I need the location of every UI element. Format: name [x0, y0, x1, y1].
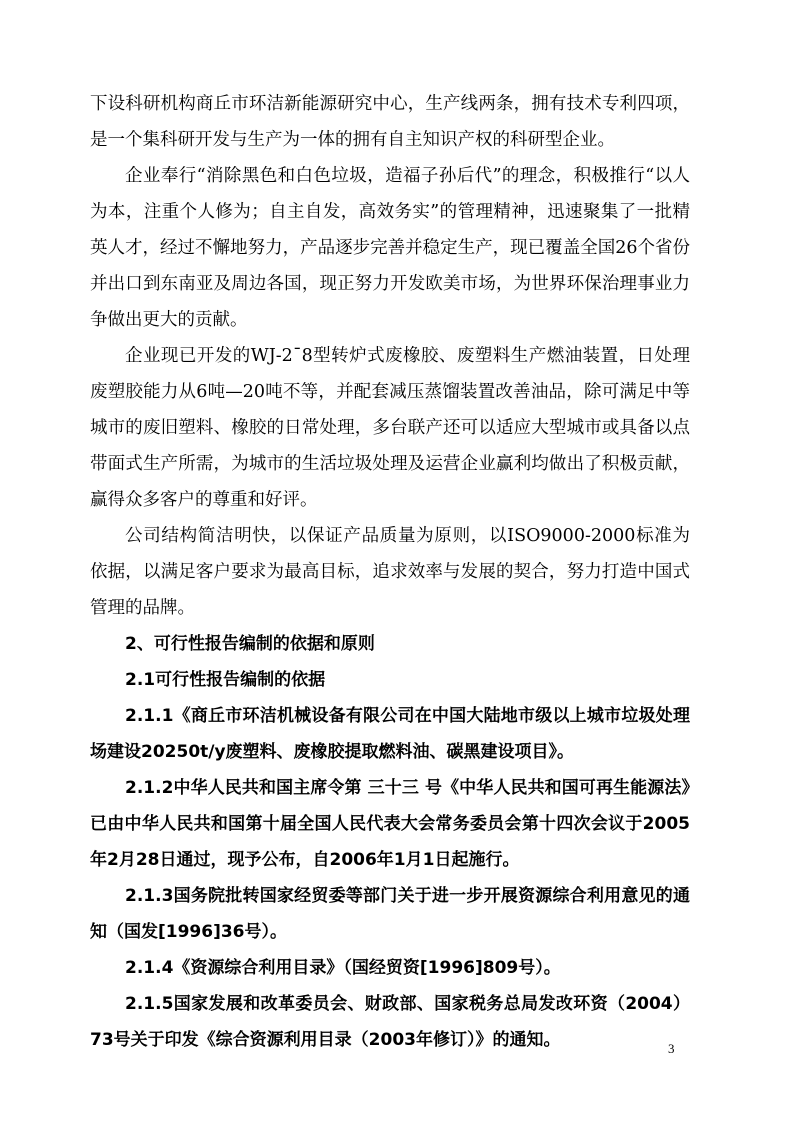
body-text [90, 86, 690, 1058]
item-2-1-3: 2.1.3国务院批转国家经贸委等部门关于进一步开展资源综合利用意见的通知（国发[1996]36号）。 [90, 886, 690, 942]
paragraph-philosophy: 企业奉行“消除黑色和白色垃圾，造福子孙后代”的理念，积极推行“以人为本，注重个人修为；自主自发，高效务实”的管理精神，迅速聚集了一批精英人才，经过不懈地努力，产品逐步完善并稳定生产，现已覆盖全国26个省份并出口到东南亚及周边各国，现正努力开发欧美市场，为世界环保治理事业力争做出更大的贡献。 [90, 166, 690, 330]
item-2-1-5: 2.1.5国家发展和改革委员会、财政部、国家税务总局发改环资（2004）73号关于印发《综合资源利用目录（2003年修订）》的通知。 [90, 994, 690, 1050]
paragraph-company-intro: 下设科研机构商丘市环洁新能源研究中心，生产线两条，拥有技术专利四项，是一个集科研开发与生产为一体的拥有自主知识产权的科研型企业。 [90, 94, 690, 150]
item-2-1-2: 2.1.2中华人民共和国主席令第 三十三 号《中华人民共和国可再生能源法》已由中华人民共和国第十届全国人民代表大会常务委员会第十四次会议于2005年2月28日通过，现予公布，自2006年1月1日起施行。 [90, 778, 690, 870]
paragraph-structure: 公司结构简洁明快，以保证产品质量为原则，以ISO9000-2000标准为依据，以满足客户要求为最高目标，追求效率与发展的契合，努力打造中国式管理的品牌。 [90, 526, 690, 618]
item-2-1-4: 2.1.4《资源综合利用目录》（国经贸资[1996]809号）。 [125, 958, 561, 978]
page-number: 3 [668, 1041, 675, 1056]
subsection-heading-2-1: 2.1可行性报告编制的依据 [125, 670, 326, 690]
paragraph-products: 企业现已开发的WJ-2¯8型转炉式废橡胶、废塑料生产燃油装置，日处理废塑胶能力从6吨—20吨不等，并配套减压蒸馏装置改善油品，除可满足中等城市的废旧塑料、橡胶的日常处理，多台联产还可以适应大型城市或具备以点带面式生产所需，为城市的生活垃圾处理及运营企业赢利均做出了积极贡献，赢得众多客户的尊重和好评。 [90, 346, 690, 510]
section-heading-2: 2、可行性报告编制的依据和原则 [125, 634, 375, 654]
item-2-1-1: 2.1.1《商丘市环洁机械设备有限公司在中国大陆地市级以上城市垃圾处理场建设20250t/y废塑料、废橡胶提取燃料油、碳黑建设项目》。 [90, 706, 690, 762]
